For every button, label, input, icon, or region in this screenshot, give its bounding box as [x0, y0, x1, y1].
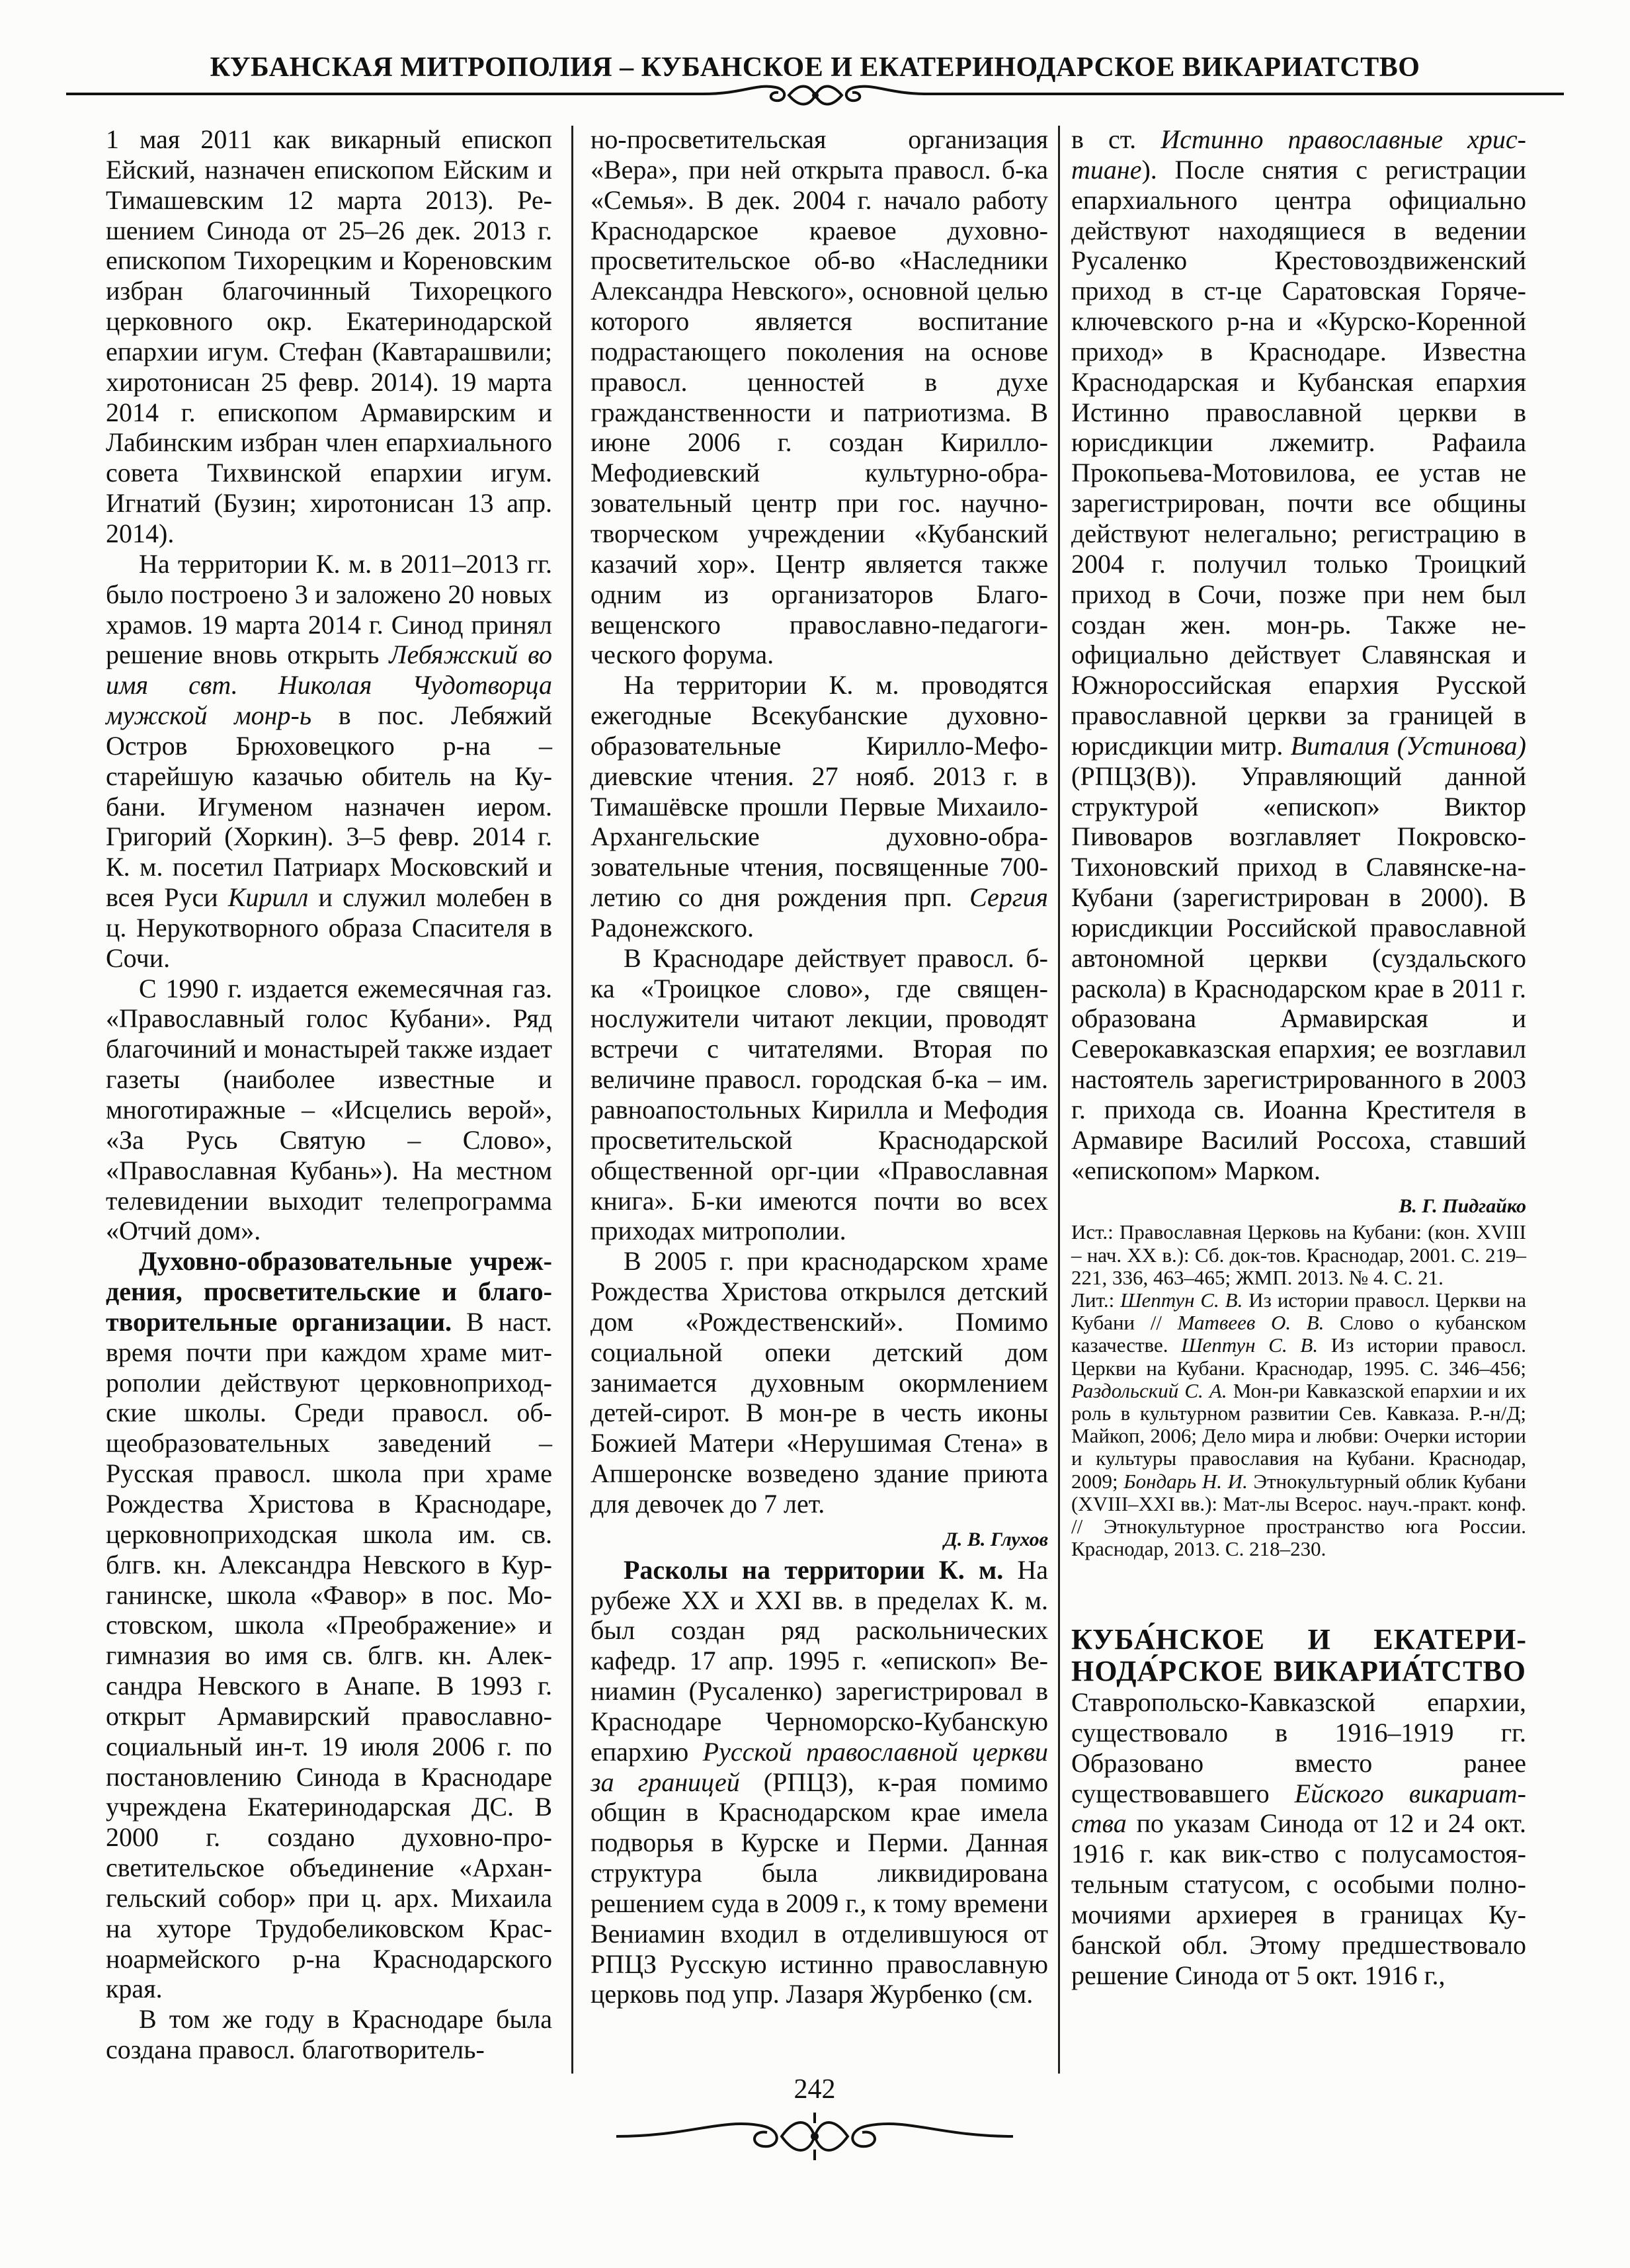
- section-heading: Духовно-образовательные учреждения, просветительские и благотворительные организации.: [106, 1246, 552, 1337]
- text-run: Лит.:: [1071, 1288, 1121, 1312]
- paragraph: В Краснодаре действует правосл. б-ка «Троицкое слово», где священнослужители читают лекции, проводят встречи с читателями. Вторая по величине правосл. городская б-ка – им. равноапостольных Кирилла и Мефодия просветительской Краснодарской общественной орг-ции «Православная книга». Б-ки имеются почти во всех приходах митрополии.: [591, 943, 1048, 1246]
- column-2: [591, 124, 1048, 2009]
- text-run: в ст.: [1071, 124, 1161, 154]
- sources-note: Ист.: Православная Церковь на Кубани: (кон. XVIII – нач. XX в.): Сб. док-тов. Краснодар, 2001. С. 219–221, 336, 463–465; ЖМП. 2013. № 4. С. 21.: [1071, 1220, 1526, 1289]
- text-run: Мон-ри Кавказской епархии и их роль в культурном развитии Сев. Кавказа. Р.-н/Д; Майкоп, 2006; Дело мира и любви: Очерки истории и культуры православия на Кубани. Краснодар, 2009;: [1071, 1378, 1526, 1493]
- paragraph: В том же году в Краснодаре была создана правосл. благотворитель-: [106, 2004, 552, 2065]
- paragraph: В 2005 г. при краснодарском храме Рождества Христова открылся детский дом «Рождественский». Помимо социальной опеки детский дом занимается духовным окормлением детей-сирот. В мон-ре в честь иконы Божией Матери «Нерушимая Стена» в Апшеронске возведено здание приюта для девочек до 7 лет.: [591, 1246, 1048, 1519]
- author-name: Матвеев О. В.: [1177, 1311, 1324, 1335]
- author-name: Раздольский С. А.: [1071, 1378, 1227, 1402]
- column-3: [1071, 124, 1526, 1991]
- section-heading: Расколы на территории К. м.: [624, 1554, 1004, 1585]
- paragraph: [106, 1246, 552, 2004]
- author-signature: В. Г. Пидгайко: [1399, 1195, 1526, 1217]
- text-run: (РПЦЗ), к-рая помимо общин в Краснодарском крае имела подворья в Курске и Перми. Данная структура была ликвидирована решением суда в 2009 г., к тому времени Вениамин входил в отделившуюся от РПЦЗ Русскую истинно православную церковь под упр. Лазаря Журбенко (см.: [591, 1767, 1048, 2009]
- new-entry: [1071, 1624, 1526, 1990]
- literature-note: [1071, 1289, 1526, 1560]
- text-run: Из истории правосл. Церкви на Кубани //: [1071, 1288, 1526, 1335]
- person-name: Виталия (Устинова): [1290, 730, 1526, 761]
- author-name: Шептун С. В.: [1181, 1333, 1319, 1357]
- person-name: Кирилл: [227, 882, 309, 913]
- page-number: 242: [794, 2074, 836, 2105]
- author-name: Бондарь Н. И.: [1123, 1469, 1248, 1493]
- author-signature: Д. В. Глухов: [944, 1528, 1048, 1550]
- text-run: На территории К. м. в 2011–2013 гг. было построено 3 и заложено 20 новых храмов. 19 марта 2014 г. Синод принял решение вновь открыть: [106, 548, 552, 670]
- scroll-ornament-icon: [703, 81, 928, 111]
- text-run: по указам Синода от 12 и 24 окт. 1916 г. как вик-ство с полусамостоятельным статусом, с особыми полномочиями архиерея в границах Кубанской обл. Этому предшествовало решение Синода от 5 окт. 1916 г.,: [1071, 1808, 1526, 1990]
- person-name: Сергия: [969, 882, 1048, 913]
- monastery-name: Лебяжский во имя свт. Николая Чудотворца мужской монр-ь: [106, 640, 553, 731]
- bibliography: [1071, 1221, 1526, 1560]
- entry-title: КУБА́НСКОЕ И ЕКАТЕРИНОДА́РСКОЕ ВИКАРИА́ТСТВО: [1071, 1623, 1526, 1688]
- column-1: [106, 124, 552, 2065]
- text-run: На рубеже XX и XXI вв. в пределах К. м. был создан ряд раскольнических кафедр. 17 апр. 1995 г. «епископ» Вениамин (Русаленко) зарегистрировал в Краснодаре Черноморско-Кубанскую епархию: [591, 1554, 1049, 1767]
- church-name: Русской православной церкви за границей: [591, 1736, 1048, 1797]
- paragraph: 1 мая 2011 как викарный епископ Ейский, назначен епископом Ейским и Тимашевским 12 марта 2013). Решением Синода от 25–26 дек. 2013 г. епископом Тихорецким и Кореновским избран благочинный Тихорецкого церковного окр. Екатеринодарской епархии игум. Стефан (Кавтарашвили; хиротонисан 25 февр. 2014). 19 марта 2014 г. епископом Армавирским и Лабинским избран член епархиального совета Тихвинской епархии игум. Игнатий (Бузин; хиротонисан 13 апр. 2014).: [106, 124, 552, 548]
- text-run: Ставропольско-Кавказской епархии, существовало в 1916–1919 гг. Образовано вместо ранее существовавшего: [1071, 1687, 1526, 1808]
- text-run: и служил молебен в ц. Нерукотворного образа Спасителя в Сочи.: [106, 882, 552, 973]
- running-head: КУБАНСКАЯ МИТРОПОЛИЯ – КУБАНСКОЕ И ЕКАТЕРИНОДАРСКОЕ ВИКАРИАТСТВО: [210, 52, 1420, 83]
- cross-reference: Ейского викариатства: [1071, 1778, 1526, 1839]
- text-run: На территории К. м. проводятся ежегодные Всекубанские духовно-образовательные Кирилло-Мефодиевские чтения. 27 нояб. 2013 г. в Тимашёвске прошли Первые Михаило-Архангельские духовно-образовательные чтения, посвященные 700-летию со дня рождения прп.: [591, 670, 1048, 913]
- text-run: Из истории правосл. Церкви на Кубани. Краснодар, 1995. С. 346–456;: [1071, 1333, 1526, 1380]
- header-rule-left: [66, 93, 703, 95]
- text-run: Этнокультурный облик Кубани (XVIII–XXI вв.): Мат-лы Всерос. науч.-практ. конф. // Этнокультурное пространство юга России. Краснодар, 2013. С. 218–230.: [1071, 1469, 1526, 1561]
- cross-reference: Истинно православные христиане: [1071, 124, 1526, 185]
- column-divider-2: [1058, 126, 1060, 2074]
- text-run: Слово о кубанском казачестве.: [1071, 1311, 1527, 1357]
- paragraph: [591, 670, 1048, 943]
- paragraph: [591, 1555, 1048, 2010]
- text-run: (РПЦЗ(В)). Управляющий данной структурой «епископ» Виктор Пивоваров возглавляет Покровско-Тихоновский приход в Славянске-на-Кубани (зарегистрирован в 2000). В юрисдикции Российской православной автономной церкви (суздальского раскола) в Краснодарском крае в 2011 г. образована Армавирская и Северокавказская епархия; ее возглавил настоятель зарегистрированного в 2003 г. прихода св. Иоанна Крестителя в Армавире Василий Россоха, ставший «епископом» Марком.: [1071, 761, 1526, 1185]
- text-run: ). После снятия с регистрации епархиального центра официально действуют находящиеся в ведении Русаленко Крестовоздвиженский приход в ст-це Саратовская Горячеключевского р-на и «Курско-Коренной приход» в Краснодаре. Известна Краснодарская и Кубанская епархия Истинно православной церкви в юрисдикции лжемитр. Рафаила Прокопьева-Мотовилова, ее устав не зарегистрирован, почти все общины действуют нелегально; регистрацию в 2004 г. получил только Троицкий приход в Сочи, позже при нем был создан жен. мон-рь. Также неофициально действует Славянская и Южнороссийская епархия Русской православной церкви за границей в юрисдикции митр.: [1071, 154, 1526, 761]
- text-run: В наст. время почти при каждом храме митрополии действуют церковноприходские школы. Среди правосл. общеобразовательных заведений – Русская правосл. школа при храме Рождества Христова в Краснодаре, церковноприходская школа им. св. блгв. кн. Александра Невского в Курганинске, школа «Фавор» в пос. Мостовском, школа «Преображение» и гимназия во имя св. блгв. кн. Александра Невского в Анапе. В 1993 г. открыт Армавирский православно-социальный ин-т. 19 июля 2006 г. по постановлению Синода в Краснодаре учреждена Екатеринодарская ДС. В 2000 г. создано духовно-просветительское объединение «Архангельский собор» при ц. арх. Михаила на хуторе Трудобеликовском Красноармейского р-на Краснодарского края.: [106, 1306, 552, 2004]
- text-run: в пос. Лебяжий Остров Брюховецкого р-на – старейшую казачью обитель на Кубани. Игуменом назначен иером. Григорий (Хоркин). 3–5 февр. 2014 г. К. м. посетил Патриарх Московский и всея Руси: [106, 700, 552, 913]
- paragraph: С 1990 г. издается ежемесячная газ. «Православный голос Кубани». Ряд благочиний и монастырей также издает газеты (наиболее известные и многотиражные – «Исцелись верой», «За Русь Святую – Слово», «Православная Кубань»). На местном телевидении выходит телепрограмма «Отчий дом».: [106, 973, 552, 1246]
- paragraph: [1071, 124, 1526, 1186]
- author-name: Шептун С. В.: [1120, 1288, 1243, 1312]
- text-run: Радонежского.: [591, 912, 754, 943]
- paragraph: [106, 549, 552, 974]
- header-rule-right: [927, 93, 1564, 95]
- scroll-ornament-icon: [610, 2110, 1020, 2163]
- paragraph: но-просветительская организация «Вера», при ней открыта правосл. б-ка «Семья». В дек. 2004 г. начало работу Краснодарское краевое духовно-просветительское об-во «Наследники Александра Невского», основной целью которого является воспитание подрастающего поколения на основе правосл. ценностей в духе гражданственности и патриотизма. В июне 2006 г. создан Кирилло-Мефодиевский культурно-образовательный центр при гос. научно-творческом учреждении «Кубанский казачий хор». Центр является также одним из организаторов Благовещенского православно-педагогического форума.: [591, 124, 1048, 670]
- column-divider-1: [571, 126, 573, 2074]
